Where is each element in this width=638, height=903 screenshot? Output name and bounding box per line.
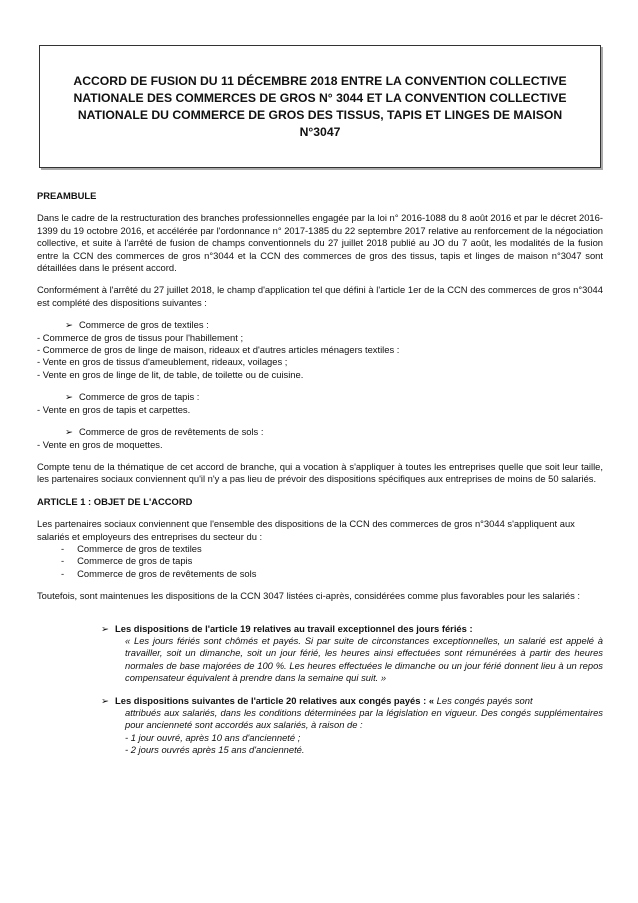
provision-19-quote: « Les jours fériés sont chômés et payés. Si par suite de circonstances exceptionnelles, un salarié est appelé à travailler, soit un dimanche, soit un jour férié, les heures ainsi effectuées sont rémunérées à partir des heures normales de base majorées de 100 %. Les heures effectuées le dimanche ou un jour férié donnent lieu à un repos compensateur équivalent à prendre dans la semaine qui suit. »	[125, 634, 603, 684]
arrow-bullet-icon: ➢	[101, 622, 109, 634]
arrow-bullet-icon: ➢	[65, 426, 73, 438]
provision-article-19	[101, 622, 603, 685]
list-item: - Vente en gros de linge de lit, de table, de toilette ou de cuisine.	[37, 368, 304, 380]
list-item: - Commerce de gros de tissus pour l'habillement ;	[37, 331, 244, 343]
list-item: - Commerce de gros de tapis	[61, 555, 193, 567]
bullet-tapis: ➢ Commerce de gros de tapis :	[65, 391, 200, 403]
arrow-bullet-icon: ➢	[65, 391, 73, 403]
provision-article-20	[101, 694, 603, 757]
preambule-heading: PREAMBULE	[37, 190, 97, 201]
preambule-paragraph-1: Dans le cadre de la restructuration des branches professionnelles engagée par la loi n° 2016-1088 du 8 août 2016 et par le décret 2016-1399 du 19 octobre 2016, et accélérée par l'ordonnance n° 2017-1385 du 22 septembre 2017 relative au renforcement de la négociation collective, et suite à l'arrêté de fusion de champs conventionnels du 27 juillet 2018 publié au JO du 7 août, les modalités de la fusion entre la CCN des commerces de gros n°3044 et la CCN des commerces de gros des tissus, tapis et linges de maison n°3047 sont détaillées dans le présent accord.	[37, 212, 603, 274]
bullet-textiles: ➢ Commerce de gros de textiles :	[65, 319, 209, 331]
list-item: - Vente en gros de tissus d'ameublement, rideaux, voilages ;	[37, 356, 288, 368]
article1-heading: ARTICLE 1 : OBJET DE L'ACCORD	[37, 495, 193, 507]
list-item: - Commerce de gros de textiles	[61, 542, 202, 554]
provision-20-label: Les dispositions suivantes de l'article 20 relatives aux congés payés : «	[115, 694, 435, 706]
preambule-paragraph-2: Conformément à l'arrêté du 27 juillet 2018, le champ d'application tel que défini à l'article 1er de la CCN des commerces de gros n°3044 est complété des dispositions suivantes :	[37, 284, 603, 308]
list-item: - Commerce de gros de linge de maison, rideaux et d'autres articles ménagers textiles :	[37, 344, 400, 356]
provision-20-intro: Les congés payés sont	[436, 694, 533, 706]
bullet-sols: ➢ Commerce de gros de revêtements de sols :	[65, 426, 264, 438]
provision-20-quote: attribués aux salariés, dans les conditions déterminées par la législation en vigueur. Des congés supplémentaires pour ancienneté sont accordés aux salariés, à raison de :	[125, 707, 603, 731]
list-item: - Vente en gros de moquettes.	[37, 438, 163, 450]
provision-19-label: Les dispositions de l'article 19 relatives au travail exceptionnel des jours fériés :	[115, 622, 473, 634]
list-item: - Vente en gros de tapis et carpettes.	[37, 403, 191, 415]
list-item: - Commerce de gros de revêtements de sols	[61, 567, 257, 579]
arrow-bullet-icon: ➢	[65, 319, 73, 331]
arrow-bullet-icon: ➢	[101, 694, 109, 706]
document-body	[37, 190, 603, 757]
document-title: ACCORD DE FUSION DU 11 DÉCEMBRE 2018 ENTRE LA CONVENTION COLLECTIVE NATIONALE DES COMMERCES DE GROS N° 3044 ET LA CONVENTION COLLECTIVE NATIONALE DU COMMERCE DE GROS DES TISSUS, TAPIS ET LINGES DE MAISON N°3047	[73, 73, 567, 139]
title-box	[39, 45, 601, 168]
list-item: - 2 jours ouvrés après 15 ans d'ancienneté.	[125, 744, 305, 756]
list-item: - 1 jour ouvré, après 10 ans d'ancienneté ;	[125, 731, 301, 743]
preambule-paragraph-3: Compte tenu de la thématique de cet accord de branche, qui a vocation à s'appliquer à toutes les entreprises quelle que soit leur taille, les partenaires sociaux conviennent qu'il n'y a pas lieu de prévoir des dispositions spécifiques aux entreprises de moins de 50 salariés.	[37, 460, 603, 485]
article1-paragraph-2: Toutefois, sont maintenues les dispositions de la CCN 3047 listées ci-après, considérées comme plus favorables pour les salariés :	[37, 590, 580, 602]
article1-paragraph-1: Les partenaires sociaux conviennent que l'ensemble des dispositions de la CCN des commerces de gros n°3044 s'appliquent aux salariés et employeurs des entreprises du secteur du :	[37, 518, 575, 542]
